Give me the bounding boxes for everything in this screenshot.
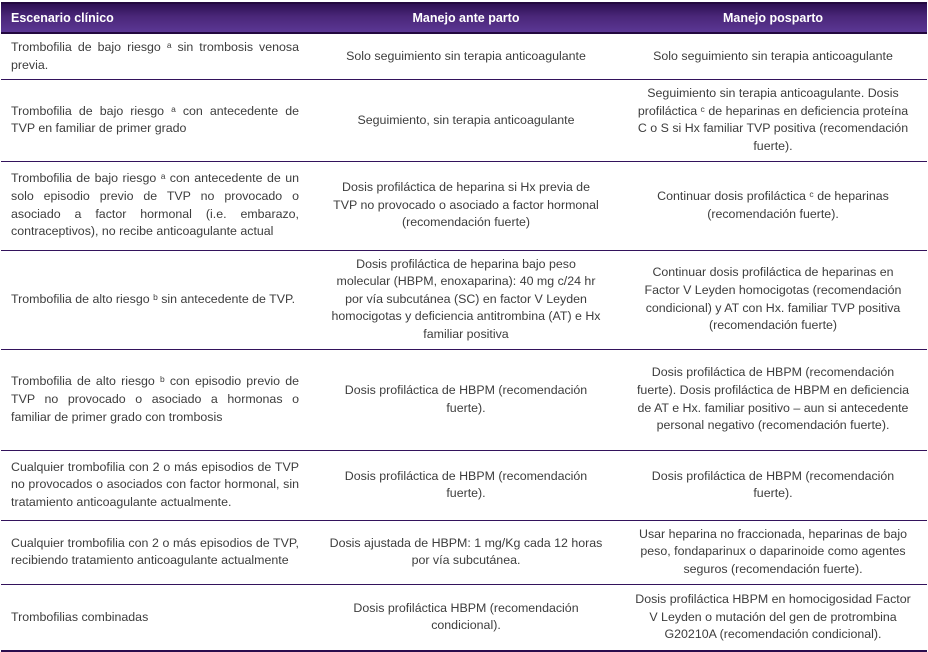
table-row — [1, 450, 927, 520]
cell-posparto: Dosis profiláctica HBPM en homocigosidad Factor V Leyden o mutación del gen de protrombina G20210A (recomendación condicional). — [619, 584, 927, 651]
table-row — [1, 80, 927, 161]
column-header-escenario-clinico: Escenario clínico — [1, 3, 313, 33]
cell-escenario: Trombofilia de bajo riesgo ᵃ con antecedente de TVP en familiar de primer grado — [1, 80, 313, 161]
cell-posparto: Usar heparina no fraccionada, heparinas de bajo peso, fondaparinux o daparinoide como agentes seguros (recomendación fuerte). — [619, 520, 927, 584]
table-row — [1, 250, 927, 349]
cell-posparto: Dosis profiláctica de HBPM (recomendación fuerte). — [619, 450, 927, 520]
table-row — [1, 349, 927, 450]
cell-ante-parto: Dosis profiláctica de HBPM (recomendación fuerte). — [313, 349, 619, 450]
table-row — [1, 161, 927, 250]
cell-escenario: Trombofilia de bajo riesgo ᵃ sin trombosis venosa previa. — [1, 33, 313, 80]
table-row — [1, 33, 927, 80]
cell-escenario: Trombofilias combinadas — [1, 584, 313, 651]
cell-ante-parto: Dosis ajustada de HBPM: 1 mg/Kg cada 12 horas por vía subcutánea. — [313, 520, 619, 584]
cell-ante-parto: Dosis profiláctica de HBPM (recomendación fuerte). — [313, 450, 619, 520]
cell-escenario: Cualquier trombofilia con 2 o más episodios de TVP no provocados o asociados con factor hormonal, sin tratamiento anticoagulante actualmente. — [1, 450, 313, 520]
table-body — [1, 33, 927, 651]
table-row — [1, 520, 927, 584]
cell-posparto: Solo seguimiento sin terapia anticoagulante — [619, 33, 927, 80]
cell-ante-parto: Seguimiento, sin terapia anticoagulante — [313, 80, 619, 161]
clinical-scenarios-table — [1, 2, 927, 652]
cell-escenario: Cualquier trombofilia con 2 o más episodios de TVP, recibiendo tratamiento anticoagulante actualmente — [1, 520, 313, 584]
cell-posparto: Continuar dosis profiláctica de heparinas en Factor V Leyden homocigotas (recomendación condicional) y AT con Hx. familiar TVP positiva (recomendación fuerte) — [619, 250, 927, 349]
cell-ante-parto: Dosis profiláctica de heparina bajo peso molecular (HBPM, enoxaparina): 40 mg c/24 hr por vía subcutánea (SC) en factor V Leyden homocigotas y deficiencia antitrombina (AT) e Hx familiar positiva — [313, 250, 619, 349]
cell-posparto: Continuar dosis profiláctica ᶜ de heparinas (recomendación fuerte). — [619, 161, 927, 250]
column-header-manejo-ante-parto: Manejo ante parto — [313, 3, 619, 33]
header-row — [1, 3, 927, 33]
cell-ante-parto: Dosis profiláctica de heparina si Hx previa de TVP no provocado o asociado a factor hormonal (recomendación fuerte) — [313, 161, 619, 250]
column-header-manejo-posparto: Manejo posparto — [619, 3, 927, 33]
cell-escenario: Trombofilia de alto riesgo ᵇ sin antecedente de TVP. — [1, 250, 313, 349]
table-row — [1, 584, 927, 651]
cell-ante-parto: Solo seguimiento sin terapia anticoagulante — [313, 33, 619, 80]
cell-escenario: Trombofilia de bajo riesgo ᵃ con antecedente de un solo episodio previo de TVP no provocado o asociado a factor hormonal (i.e. embarazo, contraceptivos), no recibe anticoagulante actual — [1, 161, 313, 250]
table-header — [1, 3, 927, 33]
cell-ante-parto: Dosis profiláctica HBPM (recomendación condicional). — [313, 584, 619, 651]
cell-escenario: Trombofilia de alto riesgo ᵇ con episodio previo de TVP no provocado o asociado a hormonas o familiar de primer grado con trombosis — [1, 349, 313, 450]
cell-posparto: Dosis profiláctica de HBPM (recomendación fuerte). Dosis profiláctica de HBPM en deficiencia de AT e Hx. familiar positivo – aun si antecedente personal negativo (recomendación fuerte). — [619, 349, 927, 450]
cell-posparto: Seguimiento sin terapia anticoagulante. Dosis profiláctica ᶜ de heparinas en deficiencia proteína C o S si Hx familiar TVP positiva (recomendación fuerte). — [619, 80, 927, 161]
